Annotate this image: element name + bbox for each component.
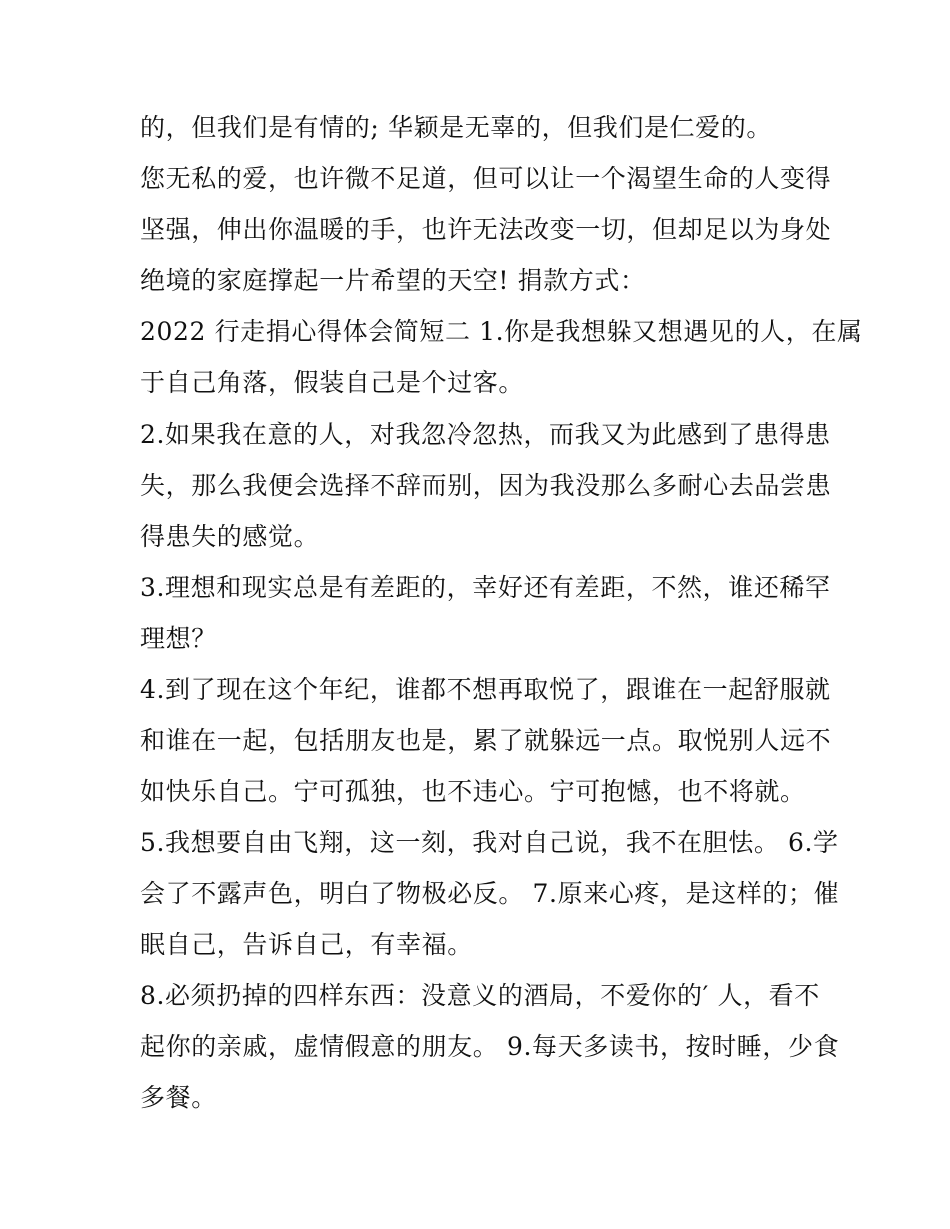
text-line: 4.到了现在这个年纪，谁都不想再取悦了，跟谁在一起舒服就	[140, 675, 831, 704]
text-line: 8.必须扔掉的四样东西：没意义的酒局，不爱你的′ 人，看不	[140, 981, 820, 1010]
text-line: 5.我想要自由飞翔，这一刻，我对自己说，我不在胆怯。 6.学	[140, 828, 839, 857]
text-line: 于自己角落，假装自己是个过客。	[140, 368, 525, 397]
text-line: 2022 行走捐心得体会简短二 1.你是我想躲又想遇见的人，在属	[140, 317, 863, 346]
text-line: 理想？	[140, 624, 217, 653]
text-line: 眠自己，告诉自己，有幸福。	[140, 930, 473, 959]
text-line: 绝境的家庭撑起一片希望的天空! 捐款方式：	[140, 266, 646, 295]
text-line: 3.理想和现实总是有差距的，幸好还有差距，不然，谁还稀罕	[140, 573, 831, 602]
text-line: 多餐。	[140, 1083, 217, 1112]
text-line: 起你的亲戚，虚情假意的朋友。 9.每天多读书，按时睡，少食	[140, 1032, 840, 1061]
text-line: 得患失的感觉。	[140, 522, 320, 551]
text-line: 坚强，伸出你温暖的手，也许无法改变一切，但却足以为身处	[140, 215, 832, 244]
text-line: 如快乐自己。宁可孤独，也不违心。宁可抱憾，也不将就。	[140, 777, 806, 806]
text-line: 2.如果我在意的人，对我忽冷忽热，而我又为此感到了患得患	[140, 420, 831, 449]
text-line: 和谁在一起，包括朋友也是，累了就躲远一点。取悦别人远不	[140, 726, 832, 755]
text-line: 您无私的爱，也许微不足道，但可以让一个渴望生命的人变得	[140, 164, 832, 193]
text-line: 会了不露声色，明白了物极必反。 7.原来心疼，是这样的；催	[140, 879, 840, 908]
text-line: 失，那么我便会选择不辞而别，因为我没那么多耐心去品尝患	[140, 471, 832, 500]
text-line: 的，但我们是有情的; 华颖是无辜的，但我们是仁爱的。	[140, 113, 772, 142]
